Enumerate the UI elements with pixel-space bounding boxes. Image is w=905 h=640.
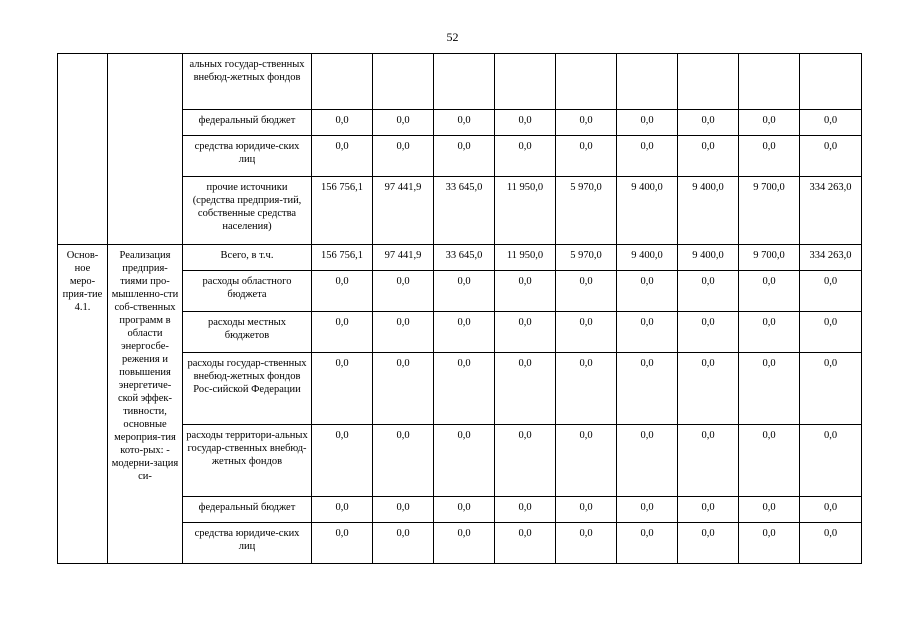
amount-cell: 0,0 [434, 312, 495, 353]
funding-source: расходы государ-ственных внебюд-жетных фондов Рос-сийской Федерации [183, 353, 312, 425]
amount-cell: 0,0 [434, 136, 495, 177]
amount-cell: 0,0 [678, 110, 739, 136]
amount-cell: 97 441,9 [373, 177, 434, 245]
amount-cell: 0,0 [556, 353, 617, 425]
amount-cell: 0,0 [800, 425, 862, 497]
amount-cell: 156 756,1 [312, 245, 373, 271]
amount-cell: 0,0 [312, 425, 373, 497]
amount-cell: 0,0 [617, 110, 678, 136]
amount-cell: 0,0 [617, 353, 678, 425]
funding-source: расходы областного бюджета [183, 271, 312, 312]
amount-cell: 0,0 [312, 497, 373, 523]
budget-table [57, 53, 862, 564]
amount-cell [739, 54, 800, 110]
page-number: 52 [446, 30, 459, 44]
amount-cell: 0,0 [373, 110, 434, 136]
amount-cell: 9 400,0 [678, 177, 739, 245]
amount-cell: 0,0 [312, 271, 373, 312]
amount-cell [617, 54, 678, 110]
funding-source: альных государ-ственных внебюд-жетных фондов [183, 54, 312, 110]
amount-cell: 33 645,0 [434, 245, 495, 271]
amount-cell: 0,0 [495, 523, 556, 564]
amount-cell: 0,0 [495, 312, 556, 353]
amount-cell: 9 400,0 [617, 245, 678, 271]
amount-cell: 0,0 [800, 312, 862, 353]
amount-cell: 11 950,0 [495, 245, 556, 271]
amount-cell: 0,0 [434, 353, 495, 425]
amount-cell: 0,0 [434, 110, 495, 136]
amount-cell: 0,0 [739, 523, 800, 564]
amount-cell: 0,0 [678, 523, 739, 564]
amount-cell: 0,0 [739, 271, 800, 312]
amount-cell [434, 54, 495, 110]
amount-cell: 9 700,0 [739, 177, 800, 245]
amount-cell: 0,0 [556, 136, 617, 177]
amount-cell: 0,0 [373, 136, 434, 177]
first-col-continued [58, 54, 108, 245]
amount-cell: 0,0 [556, 312, 617, 353]
amount-cell: 0,0 [556, 425, 617, 497]
amount-cell: 0,0 [373, 353, 434, 425]
funding-source: расходы территори-альных государ-ственных внебюд-жетных фондов [183, 425, 312, 497]
amount-cell: 9 400,0 [678, 245, 739, 271]
amount-cell: 0,0 [495, 271, 556, 312]
amount-cell [800, 54, 862, 110]
funding-source: средства юридиче-ских лиц [183, 136, 312, 177]
amount-cell [556, 54, 617, 110]
amount-cell: 9 400,0 [617, 177, 678, 245]
amount-cell: 0,0 [617, 425, 678, 497]
amount-cell: 0,0 [678, 353, 739, 425]
measure-label: Основ-ное меро-прия-тие 4.1. [58, 245, 108, 564]
amount-cell: 0,0 [800, 110, 862, 136]
amount-cell: 0,0 [800, 271, 862, 312]
amount-cell [678, 54, 739, 110]
amount-cell: 0,0 [495, 425, 556, 497]
amount-cell: 0,0 [800, 523, 862, 564]
amount-cell: 0,0 [434, 497, 495, 523]
amount-cell [495, 54, 556, 110]
amount-cell: 334 263,0 [800, 245, 862, 271]
amount-cell: 0,0 [617, 497, 678, 523]
amount-cell: 0,0 [678, 271, 739, 312]
amount-cell: 0,0 [434, 425, 495, 497]
amount-cell: 0,0 [312, 110, 373, 136]
amount-cell: 97 441,9 [373, 245, 434, 271]
amount-cell: 0,0 [739, 136, 800, 177]
amount-cell: 0,0 [312, 312, 373, 353]
amount-cell: 5 970,0 [556, 177, 617, 245]
amount-cell: 0,0 [495, 110, 556, 136]
amount-cell: 0,0 [617, 523, 678, 564]
amount-cell: 33 645,0 [434, 177, 495, 245]
amount-cell: 0,0 [556, 271, 617, 312]
amount-cell: 0,0 [617, 312, 678, 353]
amount-cell: 0,0 [373, 425, 434, 497]
table-row [58, 54, 862, 110]
amount-cell [312, 54, 373, 110]
amount-cell: 0,0 [739, 425, 800, 497]
amount-cell: 0,0 [312, 353, 373, 425]
amount-cell: 0,0 [556, 110, 617, 136]
amount-cell: 0,0 [617, 136, 678, 177]
amount-cell: 156 756,1 [312, 177, 373, 245]
amount-cell: 11 950,0 [495, 177, 556, 245]
funding-source: федеральный бюджет [183, 110, 312, 136]
funding-source: Всего, в т.ч. [183, 245, 312, 271]
amount-cell: 0,0 [739, 110, 800, 136]
table-body [58, 54, 862, 564]
amount-cell: 0,0 [434, 523, 495, 564]
amount-cell: 0,0 [495, 136, 556, 177]
funding-source: прочие источники (средства предприя-тий, собственные средства населения) [183, 177, 312, 245]
amount-cell: 0,0 [434, 271, 495, 312]
amount-cell: 0,0 [739, 497, 800, 523]
amount-cell: 334 263,0 [800, 177, 862, 245]
table-row [58, 245, 862, 271]
funding-source: расходы местных бюджетов [183, 312, 312, 353]
measure-description: Реализация предприя-тиями про-мышленно-сти соб-ственных программ в области энергосбе-режения и повышения энергетиче-ской эффек-тивности, основные мероприя-тия кото-рых: - модерни-зация си- [108, 245, 183, 564]
amount-cell: 0,0 [373, 271, 434, 312]
amount-cell: 0,0 [373, 523, 434, 564]
amount-cell: 0,0 [495, 353, 556, 425]
amount-cell: 0,0 [312, 523, 373, 564]
amount-cell: 0,0 [617, 271, 678, 312]
amount-cell: 0,0 [739, 312, 800, 353]
funding-source: средства юридиче-ских лиц [183, 523, 312, 564]
amount-cell [373, 54, 434, 110]
funding-source: федеральный бюджет [183, 497, 312, 523]
amount-cell: 0,0 [495, 497, 556, 523]
second-col-continued [108, 54, 183, 245]
amount-cell: 0,0 [556, 523, 617, 564]
amount-cell: 0,0 [312, 136, 373, 177]
amount-cell: 0,0 [800, 497, 862, 523]
amount-cell: 0,0 [373, 312, 434, 353]
amount-cell: 0,0 [678, 312, 739, 353]
amount-cell: 0,0 [800, 353, 862, 425]
amount-cell: 9 700,0 [739, 245, 800, 271]
amount-cell: 0,0 [739, 353, 800, 425]
amount-cell: 0,0 [373, 497, 434, 523]
amount-cell: 0,0 [678, 425, 739, 497]
amount-cell: 0,0 [556, 497, 617, 523]
amount-cell: 0,0 [800, 136, 862, 177]
amount-cell: 0,0 [678, 497, 739, 523]
amount-cell: 5 970,0 [556, 245, 617, 271]
amount-cell: 0,0 [678, 136, 739, 177]
